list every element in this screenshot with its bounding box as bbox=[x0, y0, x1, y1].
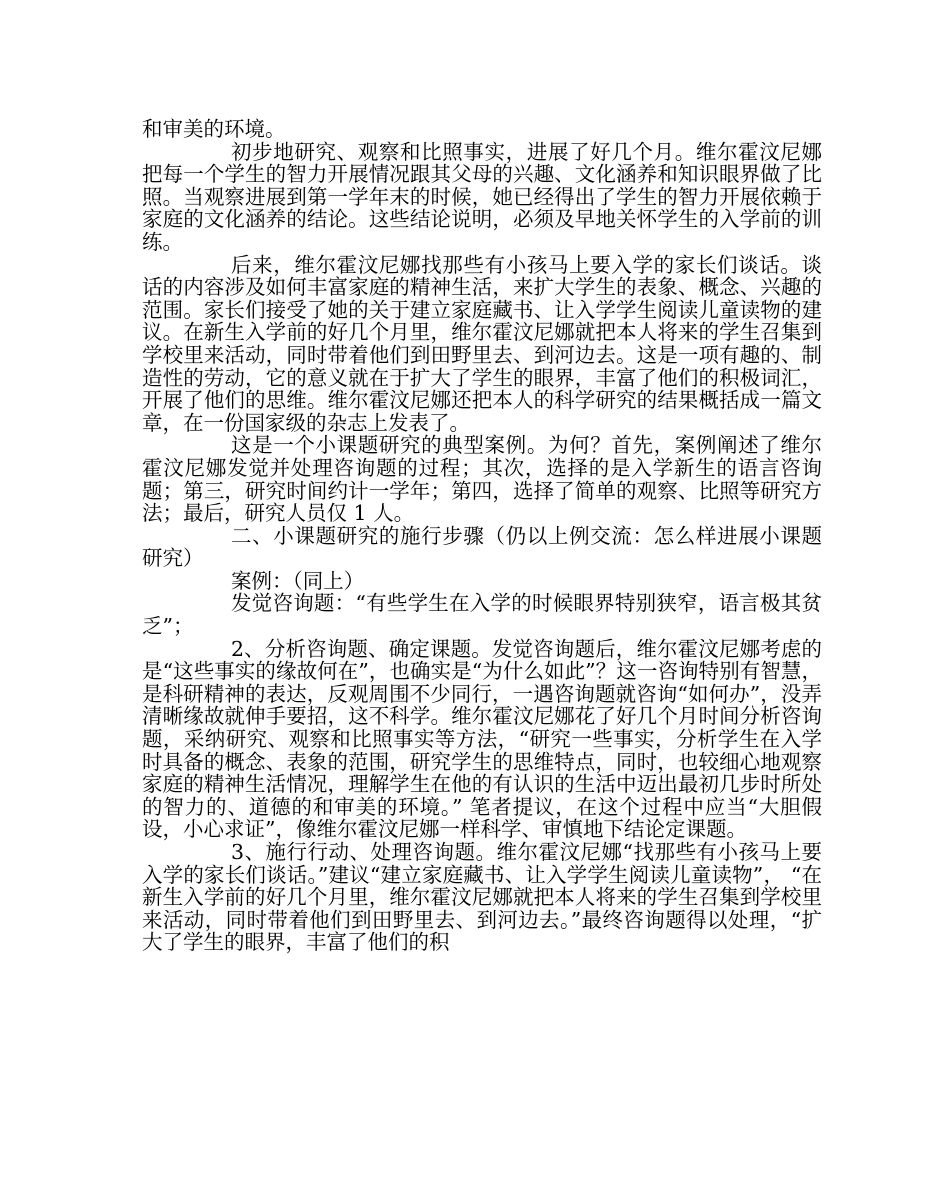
paragraph-2: 初步地研究、观察和比照事实，进展了好几个月。维尔霍汶尼娜把每一个学生的智力开展情况跟其父母的兴趣、文化涵养和知识眼界做了比照。当观察进展到第一学年末的时候，她已经得出了学生的智力开展依赖于家庭的文化涵养的结论。这些结论说明，必须及早地关怀学生的入学前的训练。 bbox=[142, 139, 822, 254]
paragraph-4: 这是一个小课题研究的典型案例。为何？首先，案例阐述了维尔霍汶尼娜发觉并处理咨询题的过程；其次，选择的是入学新生的语言咨询题；第三，研究时间约计一学年；第四，选择了简单的观察、比照等研究方法；最后，研究人员仅 1 人。 bbox=[142, 433, 822, 526]
paragraph-1: 和审美的环境。 bbox=[142, 117, 286, 141]
paragraph-discover-problem: 发觉咨询题：“有些学生在入学的时候眼界特别狭窄，语言极其贫乏”； bbox=[142, 591, 822, 639]
section-heading-2: 二、小课题研究的施行步骤（仍以上例交流：怎么样进展小课题研究） bbox=[142, 523, 822, 571]
paragraph-step-3: 3、施行行动、处理咨询题。维尔霍汶尼娜“找那些有小孩马上要入学的家长们谈话。”建议“建立家庭藏书、让入学学生阅读儿童读物”， “在新生入学前的好几个月里，维尔霍汶尼娜就把本人将来的学生召集到学校里来活动，同时带着他们到田野里去、到河边去。”最终咨询题得以处理，“扩大了学生的眼界，丰富了他们的积 bbox=[142, 840, 822, 955]
document-body bbox=[142, 118, 822, 954]
paragraph-step-2: 2、分析咨询题、确定课题。发觉咨询题后，维尔霍汶尼娜考虑的是“这些事实的缘故何在”，也确实是“为什么如此”？这一咨询特别有智慧，是科研精神的表达，反观周围不少同行，一遇咨询题就咨询“如何办”，没弄清晰缘故就伸手要招，这不科学。维尔霍汶尼娜花了好几个月时间分析咨询题，采纳研究、观察和比照事实等方法，“研究一些事实，分析学生在入学时具备的概念、表象的范围，研究学生的思维特点，同时，也较细心地观察家庭的精神生活情况，理解学生在他的有认识的生活中迈出最初几步时所处的智力的、道德的和审美的环境。” 笔者提议，在这个过程中应当“大胆假设，小心求证”，像维尔霍汶尼娜一样科学、审慎地下结论定课题。 bbox=[142, 636, 822, 842]
case-label: 案例：（同上） bbox=[231, 568, 365, 593]
paragraph-3: 后来，维尔霍汶尼娜找那些有小孩马上要入学的家长们谈话。谈话的内容涉及如何丰富家庭的精神生活，来扩大学生的表象、概念、兴趣的范围。家长们接受了她的关于建立家庭藏书、让入学学生阅读儿童读物的建议。在新生入学前的好几个月里，维尔霍汶尼娜就把本人将来的学生召集到学校里来活动，同时带着他们到田野里去、到河边去。这是一项有趣的、制造性的劳动，它的意义就在于扩大了学生的眼界，丰富了他们的积极词汇，开展了他们的思维。维尔霍汶尼娜还把本人的科学研究的结果概括成一篇文章，在一份国家级的杂志上发表了。 bbox=[142, 252, 822, 435]
